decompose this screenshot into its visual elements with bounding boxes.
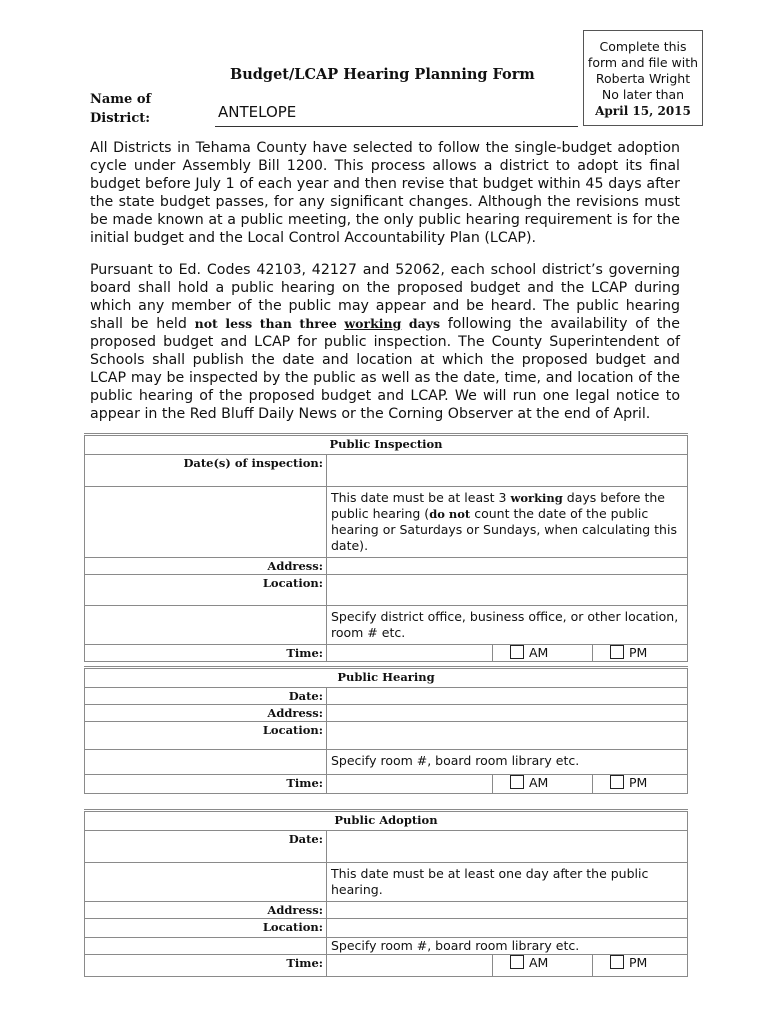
adoption-location-label: Location: [85,919,327,938]
hearing-time-field[interactable] [327,775,493,794]
inspection-date-field[interactable] [327,455,688,487]
district-label-line2: District: [90,111,151,126]
notice-deadline: April 15, 2015 [595,104,691,118]
checkbox-icon[interactable] [610,955,624,969]
inspection-pm-option[interactable]: PM [593,645,688,662]
notice-line: Complete this [599,39,687,54]
hearing-time-label: Time: [85,775,327,794]
requirements-paragraph [90,261,680,423]
para-emphasis-working: working [344,316,402,331]
para-text: following the availability of the proposed budget and LCAP for public inspection. The County Superintendent of Schools shall publish the date and location at which the proposed budget and LCAP may be inspected by the public as well as the date, time, and location of the public hearing of the proposed budget and LCAP. We will run one legal notice to appear in the Red Bluff Daily News or the Corning Observer at the end of April. [90,316,680,422]
inspection-time-field[interactable] [327,645,493,662]
district-label-line1: Name of [90,92,152,107]
adoption-address-field[interactable] [327,902,688,919]
filing-notice-box [583,30,703,126]
inspection-location-field[interactable] [327,575,688,606]
hearing-location-label: Location: [85,722,327,750]
adoption-date-note: This date must be at least one day after the public hearing. [327,863,688,902]
inspection-address-label: Address: [85,558,327,575]
checkbox-icon[interactable] [510,775,524,789]
hearing-location-note: Specify room #, board room library etc. [327,750,688,775]
section-header: Public Hearing [85,668,688,688]
inspection-time-label: Time: [85,645,327,662]
inspection-date-note: This date must be at least 3 working days before the public hearing (do not count the date of the public hearing or Saturdays or Sundays, when calculating this date). [327,487,688,558]
inspection-address-field[interactable] [327,558,688,575]
district-label [90,90,151,128]
district-name-field[interactable] [215,100,578,127]
para-text: Pursuant to Ed. Codes 42103, 42127 and 52062, each school district’s governing board shall hold a public hearing on the proposed budget and the LCAP during which any member of the public may appear and be heard. The public hearing shall be held [90,262,680,332]
public-inspection-table [84,433,688,662]
para-emphasis: days [401,316,441,331]
adoption-date-field[interactable] [327,831,688,863]
adoption-address-label: Address: [85,902,327,919]
section-header: Public Inspection [85,435,688,455]
adoption-time-field[interactable] [327,955,493,977]
hearing-date-label: Date: [85,688,327,705]
checkbox-icon[interactable] [610,775,624,789]
checkbox-icon[interactable] [610,645,624,659]
public-adoption-table [84,809,688,977]
hearing-address-label: Address: [85,705,327,722]
adoption-date-label: Date: [85,831,327,863]
hearing-pm-option[interactable]: PM [593,775,688,794]
inspection-location-note: Specify district office, business office, or other location, room # etc. [327,606,688,645]
notice-line: form and file with [587,55,699,70]
notice-line: Roberta Wright [595,71,691,86]
district-name-value: ANTELOPE [218,103,297,121]
form-title: Budget/LCAP Hearing Planning Form [230,66,535,83]
intro-paragraph: All Districts in Tehama County have selected to follow the single-budget adoption cycle under Assembly Bill 1200. This process allows a district to adopt its final budget before July 1 of each year and then revise that budget within 45 days after the state budget passes, for any significant changes. Although the revisions must be made known at a public meeting, the only public hearing requirement is for the initial budget and the Local Control Accountability Plan (LCAP). [90,140,680,246]
inspection-location-label: Location: [85,575,327,606]
checkbox-icon[interactable] [510,645,524,659]
adoption-location-note: Specify room #, board room library etc. [327,938,688,955]
notice-line: No later than [601,87,685,102]
hearing-date-field[interactable] [327,688,688,705]
checkbox-icon[interactable] [510,955,524,969]
public-hearing-table [84,666,688,794]
hearing-location-field[interactable] [327,722,688,750]
inspection-date-label: Date(s) of inspection: [85,455,327,487]
para-emphasis: not less than three [194,316,345,331]
section-header: Public Adoption [85,811,688,831]
hearing-am-option[interactable]: AM [493,775,593,794]
hearing-address-field[interactable] [327,705,688,722]
adoption-location-field[interactable] [327,919,688,938]
adoption-time-label: Time: [85,955,327,977]
adoption-am-option[interactable]: AM [493,955,593,977]
inspection-am-option[interactable]: AM [493,645,593,662]
adoption-pm-option[interactable]: PM [593,955,688,977]
